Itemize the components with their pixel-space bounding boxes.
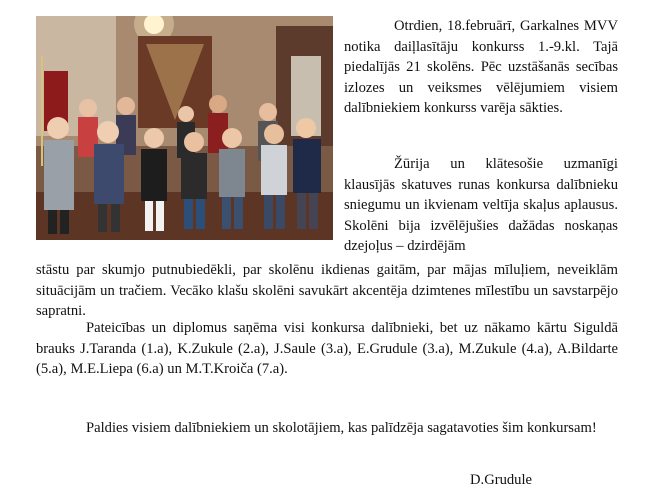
article-paragraph-2: Žūrija un klātesošie uzmanīgi klausījās skatuves runas konkursa dalībnieku sniegumu un ikvienam veltīja skaļus aplausus. Skolēni bija izvēlējušies dažādas noskaņas dzejoļus – dzirdējām bbox=[344, 156, 618, 255]
article-paragraph-1: Otrdien, 18.februārī, Garkalnes MVV notika daiļlasītāju konkurss 1.-9.kl. Tajā piedalījās 21 skolēns. Pēc uzstāšanās secības izlozes un veiksmes vēlējumiem visiem dalībniekiem konkurss varēja sākties. bbox=[344, 18, 618, 117]
article-paragraph-3: Pateicības un diplomus saņēma visi konkursa dalībnieki, bet uz nākamo kārtu Siguldā brauks J.Taranda (1.a), K.Zukule (2.a), J.Saule (3.a), E.Grudule (3.a), M.Zukule (4.a), A.Bildarte (5.a), M.E.Liepa (6.a) un M.T.Kroiča (7.a). bbox=[36, 320, 618, 378]
group-photo bbox=[36, 16, 333, 240]
author-signature: D.Grudule bbox=[470, 472, 533, 488]
article-paragraph-4: Paldies visiem dalībniekiem un skolotājiem, kas palīdzēja sagatavoties šim konkursam! bbox=[86, 420, 597, 436]
group-photo-icon bbox=[36, 16, 333, 240]
article-paragraph-2-continued: stāstu par skumjo putnubiedēkli, par skolēnu ikdienas gaitām, par mājas mīluļiem, neveiklām situācijām un tračiem. Vecāko klašu skolēni savukārt akcentēja dzimtenes mīlestību un savstarpējo sapratni. bbox=[36, 262, 618, 320]
